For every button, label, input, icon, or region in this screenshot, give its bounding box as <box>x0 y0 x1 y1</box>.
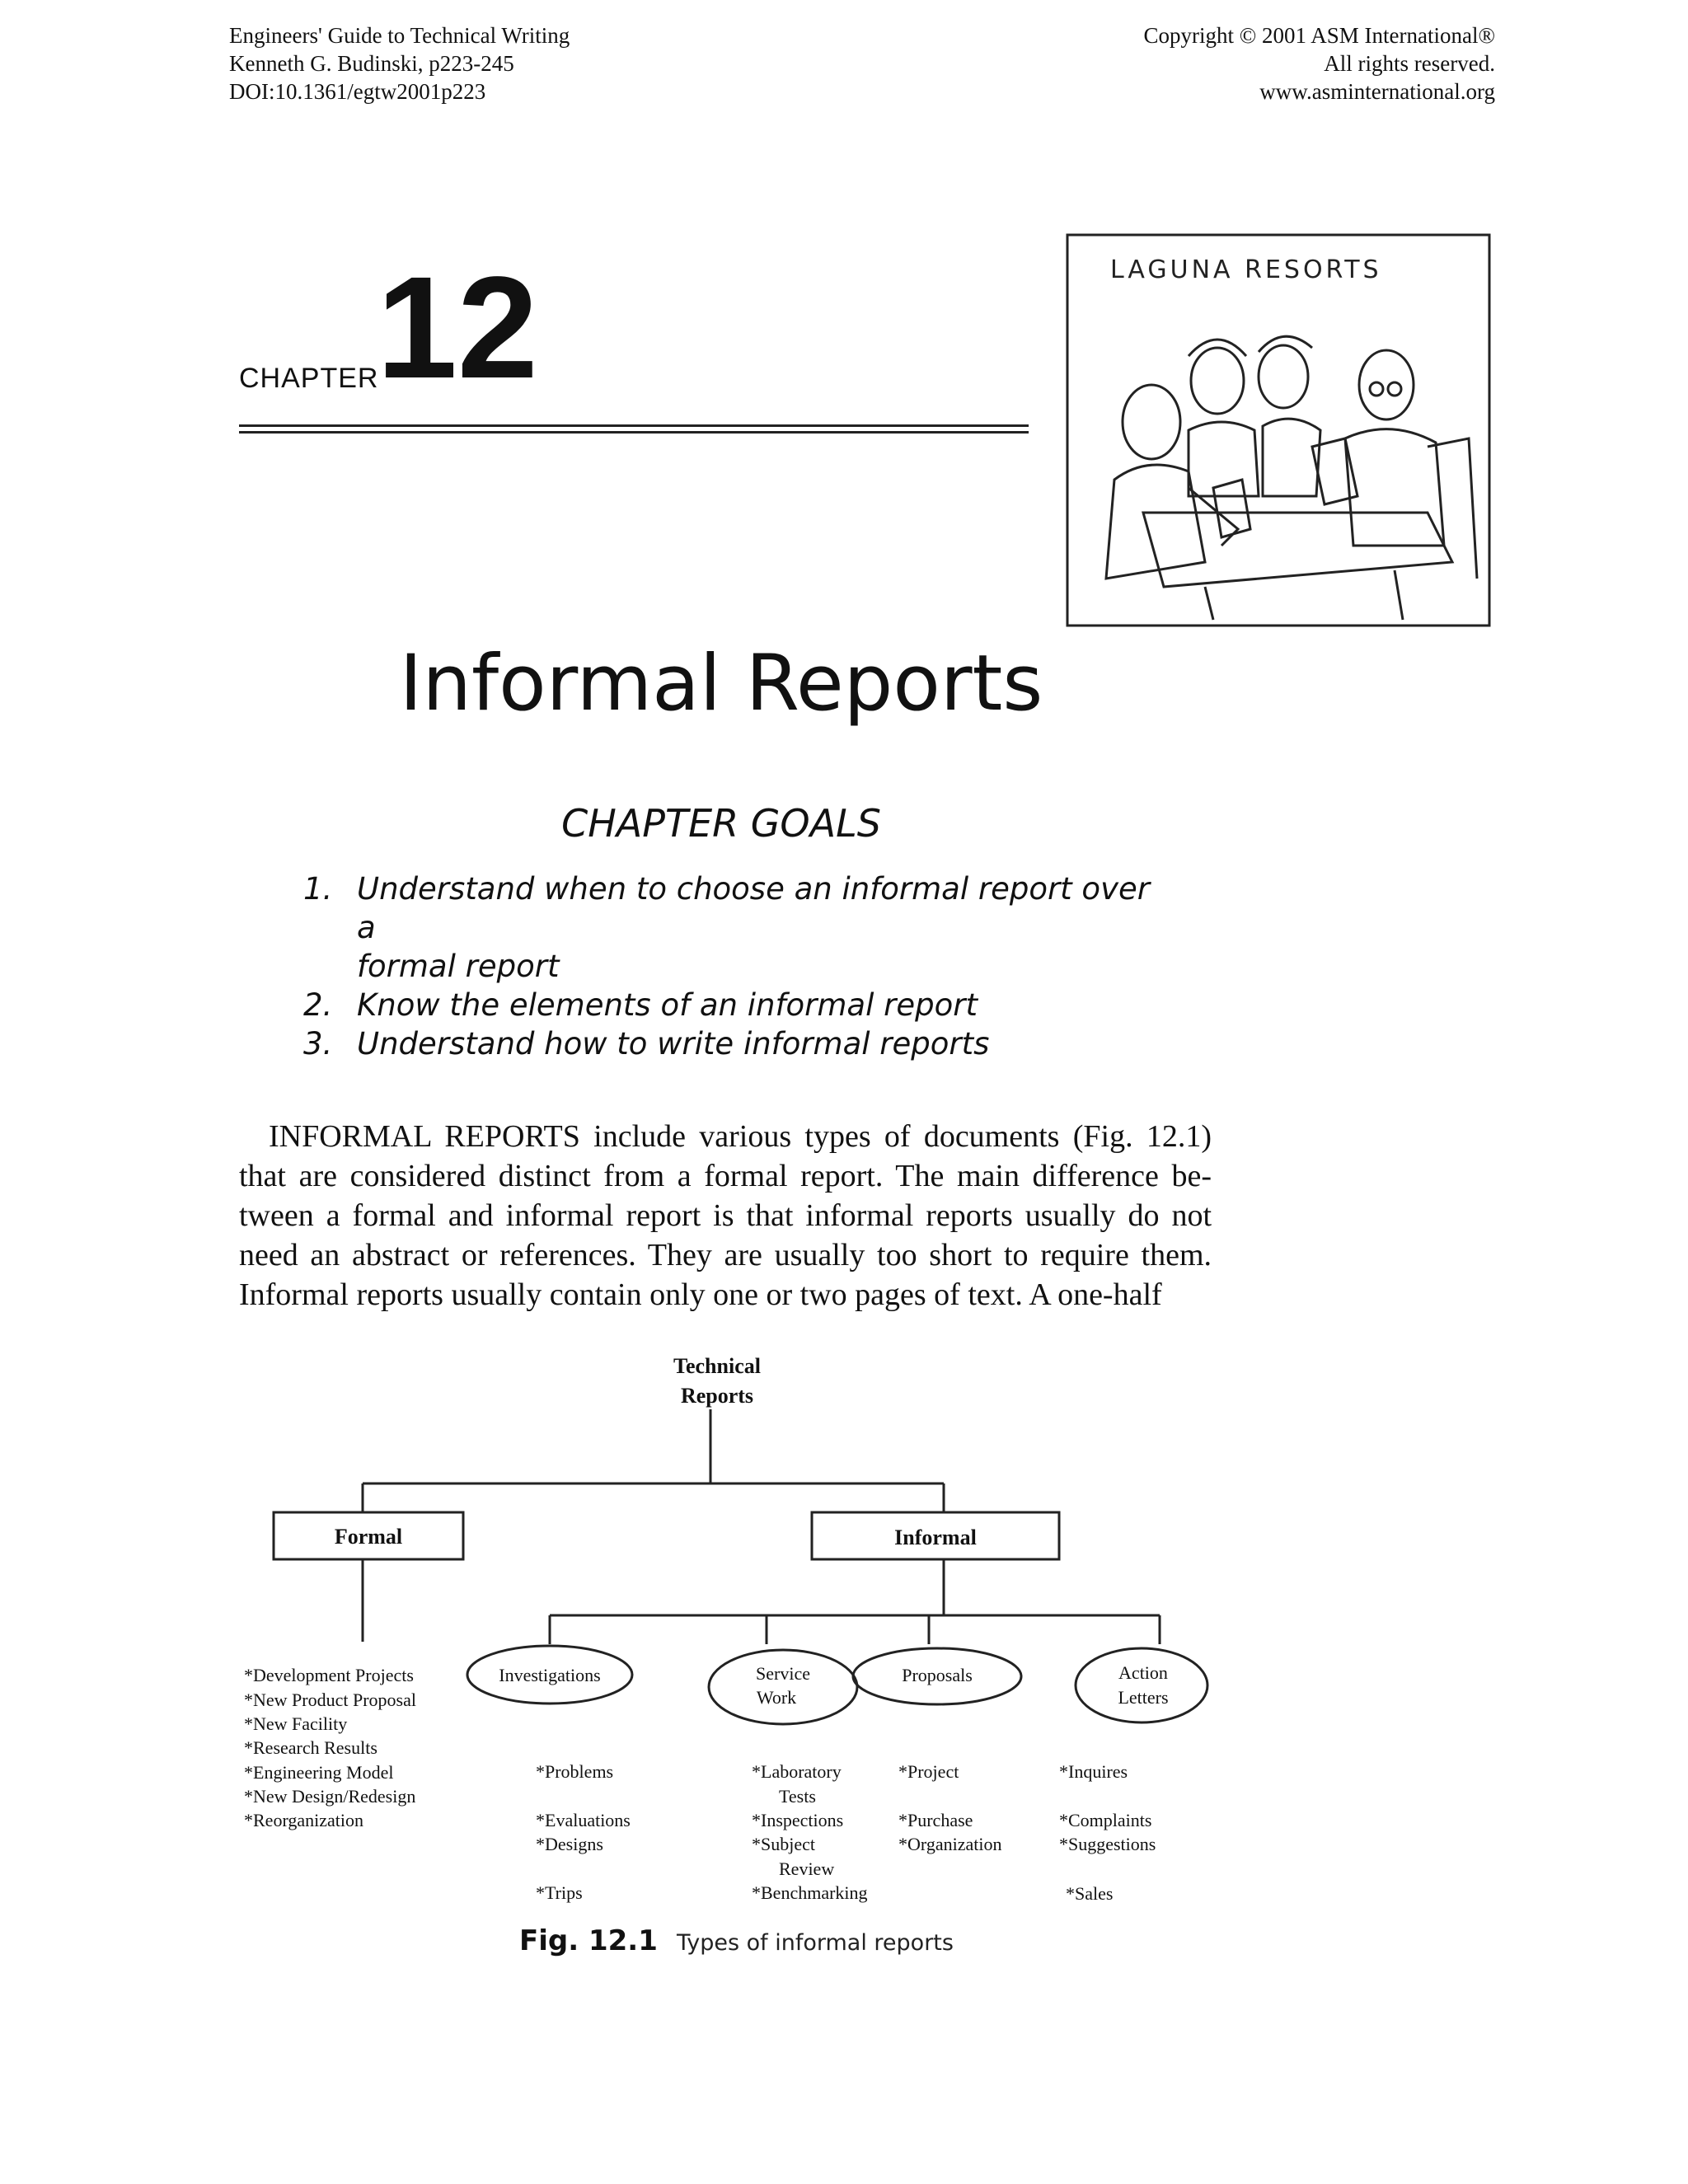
category-item: *Evaluations <box>536 1810 631 1830</box>
category-item: *Project <box>898 1761 959 1782</box>
header-left <box>229 21 570 105</box>
formal-item: *New Product Proposal <box>244 1690 416 1710</box>
category-oval-action-letters <box>1076 1648 1207 1722</box>
goal-item <box>303 1024 1177 1063</box>
category-item: *Benchmarking <box>752 1882 868 1903</box>
header-book-title: Engineers' Guide to Technical Writing <box>229 23 570 48</box>
action-letters-items <box>1059 1761 1156 1904</box>
figure-caption <box>519 1924 954 1957</box>
goal-item <box>303 869 1177 986</box>
goal-number: 1. <box>303 871 333 907</box>
service-work-items <box>752 1761 868 1903</box>
category-item: *Complaints <box>1059 1810 1152 1830</box>
chapter-rule-bottom <box>239 431 1029 434</box>
diagram-formal-label: Formal <box>334 1525 403 1549</box>
category-label: Service <box>756 1663 810 1684</box>
diagram-informal-label: Informal <box>894 1526 977 1549</box>
paragraph-line: INFORMAL REPORTS include various types of documents (Fig. 12.1) <box>269 1119 1212 1154</box>
formal-item: *New Facility <box>244 1713 348 1734</box>
formal-item: *Reorganization <box>244 1810 363 1830</box>
figure-report-types-diagram <box>0 1335 1688 1978</box>
cartoon-people-drawing <box>1106 336 1477 620</box>
goal-item <box>303 986 1177 1024</box>
formal-item: *Development Projects <box>244 1665 414 1685</box>
figure-caption-label: Fig. 12.1 <box>519 1924 658 1957</box>
formal-item: *New Design/Redesign <box>244 1786 416 1807</box>
goal-number: 2. <box>303 987 333 1023</box>
chapter-number: 12 <box>377 247 538 409</box>
header-right <box>1143 21 1495 105</box>
goal-number: 3. <box>303 1026 333 1062</box>
proposals-items <box>898 1761 1001 1854</box>
diagram-formal-items <box>244 1665 416 1830</box>
goal-text-line: Understand when to choose an informal report over a <box>357 871 1150 945</box>
chapter-goals-heading: CHAPTER GOALS <box>561 801 881 846</box>
header-doi: DOI:10.1361/egtw2001p223 <box>229 79 486 104</box>
chapter-title: Informal Reports <box>399 639 1043 729</box>
chapter-goals-list <box>303 869 1177 1063</box>
paragraph-line: need an abstract or references. They are usually too short to require them. <box>239 1238 1212 1272</box>
category-label: Letters <box>1118 1687 1169 1708</box>
diagram-root-label: Technical <box>673 1354 761 1378</box>
goal-text-line: Understand how to write informal reports <box>357 1026 990 1062</box>
category-label: Action <box>1118 1662 1168 1683</box>
category-item: *Subject <box>752 1834 815 1854</box>
category-item: *Sales <box>1066 1883 1114 1904</box>
category-item: *Trips <box>536 1882 583 1903</box>
category-label: Investigations <box>499 1665 601 1685</box>
category-item: *Purchase <box>898 1810 973 1830</box>
category-item: *Inspections <box>752 1810 844 1830</box>
category-item: *Problems <box>536 1761 614 1782</box>
diagram-connectors <box>363 1409 1160 1644</box>
diagram-root-label: Reports <box>680 1384 754 1408</box>
category-label: Proposals <box>902 1665 973 1685</box>
category-item: Review <box>779 1858 835 1879</box>
formal-item: *Research Results <box>244 1737 377 1758</box>
investigations-items <box>536 1761 631 1903</box>
chapter-cartoon-illustration <box>1065 232 1493 631</box>
body-paragraph <box>239 1117 1212 1315</box>
paragraph-line: tween a formal and informal report is that informal reports usually do not <box>239 1198 1212 1233</box>
goal-text-line: formal report <box>357 949 560 984</box>
category-label: Work <box>756 1687 797 1708</box>
goal-text-line: Know the elements of an informal report <box>357 987 978 1023</box>
paragraph-line: Informal reports usually contain only one or two pages of text. A one-half <box>239 1277 1162 1312</box>
category-item: *Designs <box>536 1834 603 1854</box>
category-item: Tests <box>779 1786 816 1807</box>
category-item: *Laboratory <box>752 1761 842 1782</box>
chapter-label: CHAPTER <box>239 363 379 394</box>
header-author: Kenneth G. Budinski, p223-245 <box>229 51 514 76</box>
header-copyright: Copyright © 2001 ASM International® <box>1143 23 1495 48</box>
category-item: *Organization <box>898 1834 1002 1854</box>
category-item: *Suggestions <box>1059 1834 1156 1854</box>
header-website: www.asminternational.org <box>1259 79 1495 104</box>
chapter-rule-top <box>239 424 1029 427</box>
paragraph-line: that are considered distinct from a formal report. The main difference be- <box>239 1159 1212 1193</box>
cartoon-caption: LAGUNA RESORTS <box>1110 255 1382 284</box>
figure-caption-text: Types of informal reports <box>676 1930 954 1956</box>
category-item: *Inquires <box>1059 1761 1128 1782</box>
header-rights: All rights reserved. <box>1324 51 1495 76</box>
formal-item: *Engineering Model <box>244 1762 394 1783</box>
